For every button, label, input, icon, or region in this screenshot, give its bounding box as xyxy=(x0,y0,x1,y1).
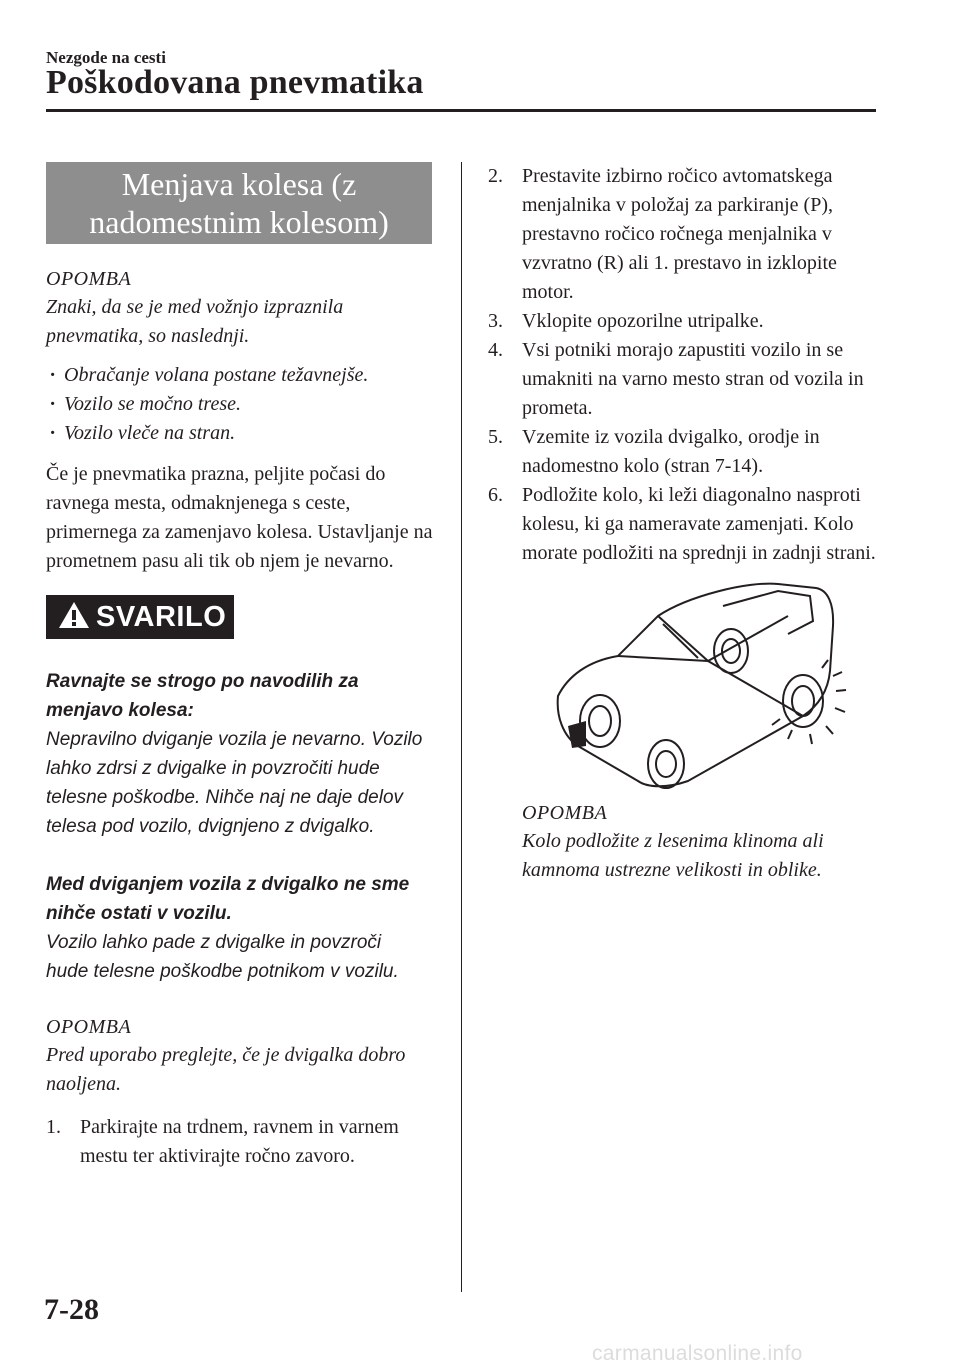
car-wheel-chock-illustration xyxy=(548,576,888,796)
list-item: · Vozilo se močno trese. xyxy=(46,390,436,419)
note-block-right xyxy=(522,802,882,885)
section-label: Nezgode na cesti xyxy=(46,48,166,67)
warning-1-text: Nepravilno dviganje vozila je nevarno. Vozilo lahko zdrsi z dvigalke in povzročiti hude telesne poškodbe. Nihče naj ne daje delov telesa pod vozilo, dvignjeno z dvigalko. xyxy=(46,729,423,837)
step-text: Vzemite iz vozila dvigalko, orodje in nadomestno kolo (stran 7-14). xyxy=(522,426,820,477)
step-text: Parkirajte na trdnem, ravnem in varnem mestu ter aktivirajte ročno zavoro. xyxy=(80,1116,399,1167)
step-number: 4. xyxy=(488,339,503,361)
subsection-heading xyxy=(46,162,432,244)
warning-1-title: Ravnajte se strogo po navodilih za menjavo kolesa: xyxy=(46,671,359,721)
column-divider xyxy=(461,162,462,1292)
page-title: Poškodovana pnevmatika xyxy=(46,64,424,101)
list-item xyxy=(488,307,886,336)
step-list-right xyxy=(488,162,886,568)
title-rule xyxy=(46,109,876,112)
note-block-2 xyxy=(46,1016,436,1099)
list-item xyxy=(46,1113,406,1171)
note-text: Znaki, da se je med vožnjo izpraznila pnevmatika, so naslednji. xyxy=(46,296,344,347)
step-number: 3. xyxy=(488,310,503,332)
warning-triangle-icon xyxy=(58,600,90,635)
note-block-1 xyxy=(46,268,436,448)
note-text: Kolo podložite z lesenima klinoma ali kamnoma ustrezne velikosti in oblike. xyxy=(522,830,824,881)
note-text: Pred uporabo preglejte, če je dvigalka dobro naoljena. xyxy=(46,1044,406,1095)
symptom-list xyxy=(46,361,436,448)
step-number: 5. xyxy=(488,426,503,448)
warning-badge xyxy=(46,595,234,639)
step-text: Prestavite izbirno ročico avtomatskega menjalnika v položaj za parkiranje (P), prestavno ročico ročnega menjalnika v vzvratno (R) ali 1. prestavo in izklopite motor. xyxy=(522,165,837,303)
warning-body xyxy=(46,667,426,986)
list-item xyxy=(488,423,886,481)
step-text: Vsi potniki morajo zapustiti vozilo in se umakniti na varno mesto stran od vozila in prometa. xyxy=(522,339,864,419)
page-number: 7-28 xyxy=(44,1293,99,1326)
list-item xyxy=(488,336,886,423)
watermark: carmanualsonline.info xyxy=(592,1342,803,1365)
heading-line-1: Menjava kolesa (z xyxy=(121,166,357,202)
warning-2-text: Vozilo lahko pade z dvigalke in povzroči hude telesne poškodbe potnikom v vozilu. xyxy=(46,932,399,982)
list-item xyxy=(488,481,886,568)
step-number: 2. xyxy=(488,165,503,187)
list-item: · Obračanje volana postane težavnejše. xyxy=(46,361,436,390)
body-paragraph: Če je pnevmatika prazna, peljite počasi do ravnega mesta, odmaknjenega s ceste, primernega za zamenjavo kolesa. Ustavljanje na prometnem pasu ali tik ob njem je nevarno. xyxy=(46,463,433,572)
left-column xyxy=(46,162,436,1171)
note-label: OPOMBA xyxy=(46,268,132,290)
step-text: Podložite kolo, ki leži diagonalno nasproti kolesu, ki ga nameravate zamenjati. Kolo morate podložiti na sprednji in zadnji strani. xyxy=(522,484,876,564)
warning-2-title: Med dviganjem vozila z dvigalko ne sme nihče ostati v vozilu. xyxy=(46,874,410,924)
heading-line-2: nadomestnim kolesom) xyxy=(89,204,389,240)
note-label: OPOMBA xyxy=(46,1016,132,1038)
step-list-left xyxy=(46,1113,406,1171)
list-item xyxy=(488,162,886,307)
warning-label: SVARILO xyxy=(96,600,227,633)
step-text: Vklopite opozorilne utripalke. xyxy=(522,310,764,332)
right-column xyxy=(488,162,888,885)
step-number: 1. xyxy=(46,1116,61,1138)
note-label: OPOMBA xyxy=(522,802,608,824)
step-number: 6. xyxy=(488,484,503,506)
list-item: · Vozilo vleče na stran. xyxy=(46,419,436,448)
